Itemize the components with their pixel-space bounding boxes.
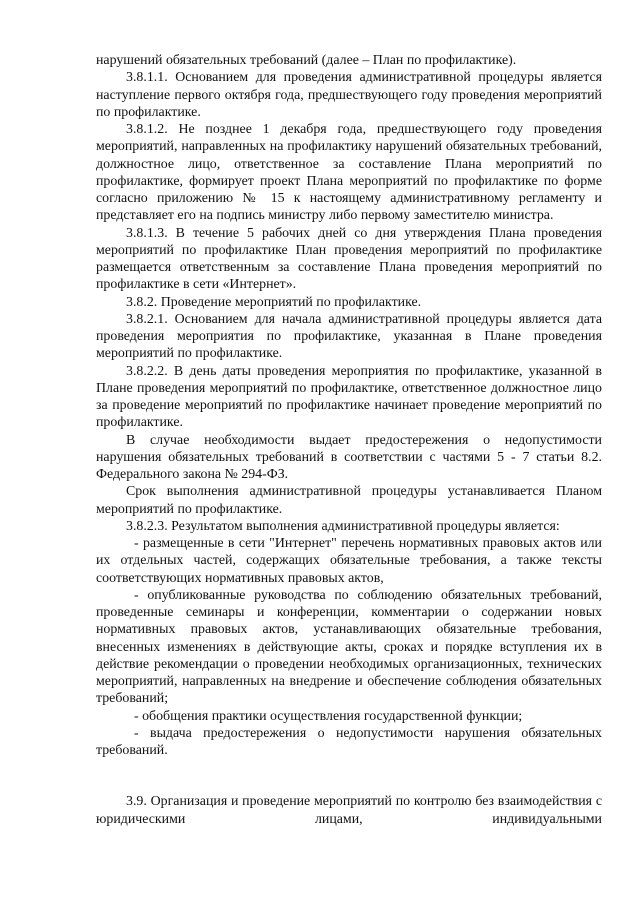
list-item-warning: - выдача предостережения о недопустимости нарушения обязательных требований. [96, 725, 602, 758]
paragraph-3-8-1-3: 3.8.1.3. В течение 5 рабочих дней со дня утверждения Плана проведения мероприятий по профилактике План проведения мероприятий по профилактике размещается ответственным за составление Плана проведения мероприятий по профилактике в сети «Интернет». [96, 225, 602, 293]
list-item-practice: - обобщения практики осуществления государственной функции; [134, 708, 523, 724]
paragraph-3-8-1-2: 3.8.1.2. Не позднее 1 декабря года, предшествующего году проведения мероприятий, направленных на профилактику нарушений обязательных требований, должностное лицо, ответственное за составление Плана мероприятий по профилактике, формирует проект Плана мероприятий по профилактике по форме согласно приложению № 15 к настоящему административному регламенту и представляет его на подпись министру либо первому заместителю министра. [96, 122, 602, 224]
paragraph-gap [96, 759, 602, 793]
paragraph-deadline: Срок выполнения административной процедуры устанавливается Планом мероприятий по профилактике. [96, 484, 602, 517]
paragraph-3-8-2-2: 3.8.2.2. В день даты проведения мероприятия по профилактике, указанной в Плане проведения мероприятий по профилактике, ответственное должностное лицо за проведение мероприятий по профилактике начинает проведение мероприятий по профилактике. [96, 363, 602, 431]
list-item-published-acts: - размещенные в сети "Интернет" перечень нормативных правовых актов или их отдельных частей, содержащих обязательные требования, а также тексты соответствующих нормативных правовых актов, [96, 536, 602, 586]
paragraph-3-8-2: 3.8.2. Проведение мероприятий по профилактике. [126, 294, 422, 310]
paragraph-continuation: нарушений обязательных требований (далее – План по профилактике). [96, 53, 517, 68]
paragraph-3-8-1-1: 3.8.1.1. Основанием для проведения административной процедуры является наступление первого октября года, предшествующего году проведения мероприятий по профилактике. [96, 70, 602, 120]
paragraph-warning: В случае необходимости выдает предостережения о недопустимости нарушения обязательных требований в соответствии с частями 5 - 7 статьи 8.2. Федерального закона № 294-ФЗ. [96, 432, 602, 482]
list-item-guides: - опубликованные руководства по соблюдению обязательных требований, проведенные семинары и конференции, комментарии о содержании новых нормативных правовых актов, устанавливающих обязательные требования, внесенных изменениях в действующие акты, сроках и порядке вступления их в действие рекомендации о проведении необходимых организационных, технических мероприятий, направленных на внедрение и обеспечение соблюдения обязательных требований; [96, 587, 602, 707]
document-body [96, 52, 602, 828]
paragraph-3-8-2-3: 3.8.2.3. Результатом выполнения административной процедуры является: [126, 518, 560, 534]
paragraph-3-9: 3.9. Организация и проведение мероприятий по контролю без взаимодействия с юридическими лицами, индивидуальными [96, 794, 602, 827]
paragraph-3-8-2-1: 3.8.2.1. Основанием для начала административной процедуры является дата проведения мероприятия по профилактике, указанная в Плане проведения мероприятий по профилактике. [96, 311, 602, 362]
